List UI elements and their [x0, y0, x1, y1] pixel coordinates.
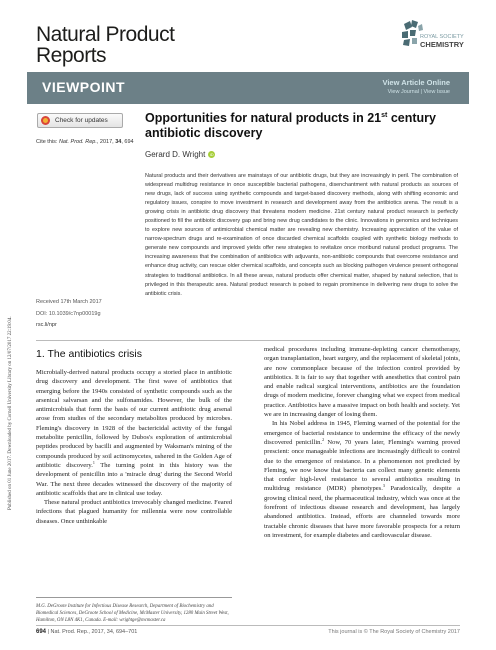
- publisher-chemistry: CHEMISTRY: [420, 40, 464, 49]
- paragraph-text: Paradoxically, despite a growing clinical need, the pharmaceutical industry, which was once at the forefront of infectious disease research and development, has largely abandoned antibiotics. Instead, efforts are channeled towards more tractable chronic diseases that have more favorable prospects for a return on investment, for example diabetes and cardiovascular disease.: [264, 485, 460, 539]
- received-date: Received 17th March 2017: [36, 299, 102, 305]
- check-for-updates-button[interactable]: [37, 113, 123, 128]
- download-watermark: [0, 130, 13, 510]
- body-column-right: [264, 345, 460, 540]
- paragraph: [36, 368, 232, 498]
- cite-journal: Nat. Prod. Rep.,: [58, 139, 99, 145]
- author-name[interactable]: Gerard D. Wright: [145, 150, 206, 159]
- publisher-name: [420, 34, 464, 50]
- paragraph-text: In his Nobel address in 1945, Fleming warned of the potential for the emergence of bacterial resistance to undermine the efficacy of the newly discovered penicillin.: [264, 420, 460, 446]
- cite-pages: , 694: [121, 139, 134, 145]
- publisher-line3: [420, 41, 464, 50]
- doi-link[interactable]: DOI: 10.1039/c7np00019g: [36, 311, 101, 317]
- body-column-left: [36, 368, 232, 526]
- view-journal-issue-link[interactable]: View Journal | View Issue: [387, 89, 450, 95]
- paragraph-text: Microbially-derived natural products occupy a storied place in antibiotic drug discovery and development. The first wave of antibiotics that emerging before the 1940s consisted of synthetic compounds such as the arsenical salvarsan and the sulfonamides. However, the bulk of the antimicrobials that form the basis of our current antibiotic drug arsenal arose from studies of the secondary metabolites produced by microbes. Fleming's discovery in 1928 of the bactericidal activity of the fungal metabolite penicillin, followed by Dubos's exploration of antimicrobial peptides produced by bacilli and augmented by Waksman's mining of the compounds produced by soil actinomycetes, ushered in the Golden Age of antibiotic discovery.: [36, 369, 232, 469]
- title-part2: century: [387, 111, 437, 126]
- citation: [36, 139, 134, 145]
- title-part1: Opportunities for natural products in 21: [145, 111, 382, 126]
- orcid-icon[interactable]: iD: [209, 152, 214, 157]
- footer-copyright: This journal is © The Royal Society of Chemistry 2017: [328, 629, 460, 635]
- article-type: VIEWPOINT: [42, 79, 126, 95]
- affiliation-divider: [36, 597, 232, 598]
- section-heading: 1. The antibiotics crisis: [36, 348, 143, 360]
- author-line: [145, 150, 215, 159]
- reference-marker[interactable]: 3: [382, 483, 385, 489]
- check-for-updates-label: Check for updates: [55, 117, 108, 124]
- journal-name: Natural Product: [36, 23, 175, 46]
- paragraph-text: The turning point in this history was the development of penicillin into a 'miracle drug' during the Second World War. The next three decades witnessed the discovery of the majority of antibiotic scaffolds that are in clinical use today.: [36, 461, 232, 497]
- footer-divider: [36, 625, 460, 626]
- cite-year: 2017,: [99, 139, 114, 145]
- reference-marker[interactable]: 2: [322, 436, 325, 442]
- crossmark-icon: [41, 116, 50, 125]
- cite-prefix: Cite this:: [36, 139, 58, 145]
- article-title: [145, 108, 465, 141]
- paragraph-text: Now, 70 years later, Fleming's warning proved prescient: once manageable infections are increasingly difficult to control due to the emergence of resistance. In a phenomenon not predicted by Fleming, we now know that bacteria can collect many genetic elements that confer high-level resistance to several antibiotics resulting in multidrug resistance (MDR) phenotypes.: [264, 438, 461, 493]
- title-line2: antibiotic discovery: [145, 126, 263, 141]
- title-sup: st: [381, 112, 388, 119]
- affiliation: M.G. DeGroote Institute for Infectious Disease Research, Department of Biochemistry and Biomedical Sciences, DeGroote School of Medicine, McMaster University, 1280 Main Street West, Hamilton, ON L8N 4K1, Canada. E-mail: wrightge@mcmaster.ca: [36, 604, 229, 623]
- abstract-divider: [36, 340, 460, 341]
- footer-citation: 694 | Nat. Prod. Rep., 2017, 34, 694–701: [36, 629, 138, 635]
- publisher-line1: ROYAL SOCIETY: [420, 34, 464, 40]
- cite-volume: 34: [115, 139, 122, 145]
- download-watermark-text: Published on 01 June 2017. Downloaded by Cornell University Library on 12/07/2017 22:19:04.: [8, 316, 13, 510]
- journal-url-link[interactable]: rsc.li/npr: [36, 322, 57, 328]
- paragraph: These natural product antibiotics irrevocably changed medicine. Feared infections that plagued humanity for millennia were now controllable diseases. Once unthinkable: [36, 499, 232, 525]
- reference-marker[interactable]: 1: [92, 459, 95, 465]
- journal-name-line2: Reports: [36, 44, 107, 67]
- abstract: Natural products and their derivatives are mainstays of our antibiotic drugs, but they are increasingly in peril. The combination of widespread multidrug resistance in once susceptible bacterial pathogens, disenchantment with natural products as sources of new drugs, lack of success using synthetic compounds and target-based discovery methods, along with shifting economic and regulatory issues, conspire to move investment in research and development away from the antibiotics arena. The result is a growing crisis in antibiotic drug discovery that threatens modern medicine. 21st century natural product research is perfectly positioned to fill the antibiotic discovery gap and bring new drug candidates to the clinic. Innovations in genomics and techniques to explore new sources of antimicrobial chemical matter are revealing new chemistry. Increasing appreciation of the value of narrow-spectrum drugs and re-examination of once discarded chemical scaffolds coupled with synthetic biology methods to generate new compounds and improved yields offer new strategies to revitalize once moribund natural product programs. The increasing awareness that the combination of antibiotics with adjuvants, non-antibiotic compounds that overcome resistance and enhance drug activity, can rescue older chemical scaffolds, and concepts such as blocking pathogen virulence present orthogonal strategies to traditional antibiotics. In all these areas, natural products offer chemical matter, shaped by natural selection, that is privileged in this therapeutic area. Natural product research is poised to regain prominence in delivering new drugs to solve the antibiotic crisis.: [145, 173, 458, 297]
- view-article-online-link[interactable]: View Article Online: [382, 78, 450, 87]
- paragraph: [264, 419, 460, 540]
- page-number: 694: [36, 629, 47, 635]
- footer-citation-text: Nat. Prod. Rep., 2017, 34, 694–701: [50, 629, 138, 635]
- paragraph: medical procedures including immune-depleting cancer chemotherapy, organ transplantation, heart surgery, and the replacement of skeletal joints, are now commonplace because of the infection control provided by antibiotics. It is fair to say that together with anesthetics that control pain and enable radical surgical interventions, antibiotics are the foundation drugs of modern medicine, forever changing what we expect from medical practice. Antibiotics have a massive impact on both health and society. Yet we are in increasing danger of losing them.: [264, 346, 460, 419]
